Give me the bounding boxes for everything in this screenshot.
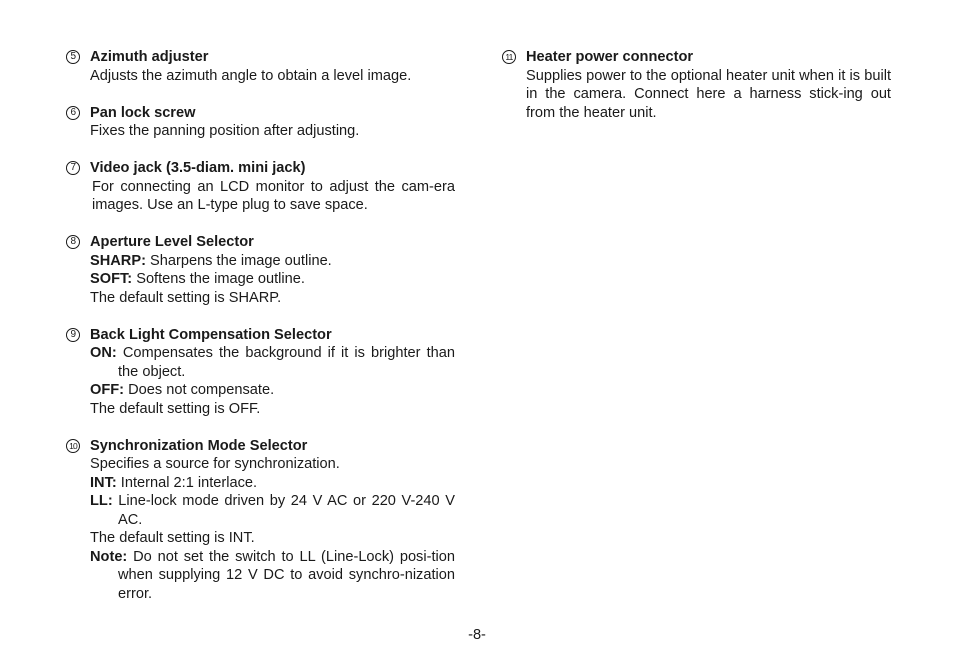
item-number-badge: 9 [66,328,80,342]
item-azimuth-adjuster [66,48,455,85]
option-text: Compensates the background if it is brighter than the object. [116,345,455,380]
item-description: Supplies power to the optional heater unit when it is built in the camera. Connect here a harness stick-ing out from the heater unit. [526,67,891,121]
item-aperture-level-selector [66,233,455,307]
item-pan-lock-screw [66,104,455,141]
item-number-badge: 5 [66,50,80,64]
default-setting: The default setting is INT. [90,530,255,546]
page-number: -8- [468,627,486,643]
note [90,548,455,604]
item-description: Fixes the panning position after adjusting. [90,123,360,139]
item-description: Adjusts the azimuth angle to obtain a level image. [90,67,412,84]
option-int [90,474,455,493]
item-number-badge: 11 [502,50,516,64]
option-sharp [90,252,455,271]
item-number-badge: 6 [66,106,80,120]
item-title: Azimuth adjuster [90,49,209,65]
item-title: Back Light Compensation Selector [90,326,332,343]
item-number-badge: 10 [66,439,80,453]
item-title: Synchronization Mode Selector [90,437,308,454]
item-synchronization-mode-selector [66,437,455,604]
option-label: SHARP: [90,252,146,269]
item-title: Heater power connector [526,49,694,65]
option-text: Softens the image outline. [132,271,305,287]
item-video-jack [66,159,455,215]
left-column [66,48,455,622]
option-on [90,344,455,381]
option-ll [90,492,455,529]
item-back-light-compensation [66,326,455,419]
option-label: INT: [90,474,117,491]
option-off [90,381,455,400]
option-text: Does not compensate. [124,382,275,398]
option-label: OFF: [90,382,125,398]
option-text: Line-lock mode driven by 24 V AC or 220 V-240 V AC. [112,493,455,528]
option-label: LL: [90,493,113,509]
note-text: Do not set the switch to LL (Line-Lock) posi-tion when supplying 12 V DC to avoid synchro-nization error. [118,548,455,602]
option-label: SOFT: [90,271,133,287]
item-title: Pan lock screw [90,104,196,121]
option-label: ON: [90,345,117,361]
default-setting: The default setting is OFF. [90,400,261,417]
option-soft [90,270,455,289]
item-description: Specifies a source for synchronization. [90,456,340,472]
item-title: Video jack (3.5-diam. mini jack) [90,160,306,176]
item-number-badge: 8 [66,235,80,249]
item-heater-power-connector [502,48,891,122]
item-number-badge: 7 [66,161,80,175]
item-description: For connecting an LCD monitor to adjust the cam-era images. Use an L-type plug to save space. [92,178,455,213]
note-label: Note: [90,548,128,565]
right-column [502,48,891,141]
default-setting: The default setting is SHARP. [90,289,282,306]
option-text: Internal 2:1 interlace. [116,474,258,491]
item-title: Aperture Level Selector [90,234,254,250]
option-text: Sharpens the image outline. [145,252,332,269]
